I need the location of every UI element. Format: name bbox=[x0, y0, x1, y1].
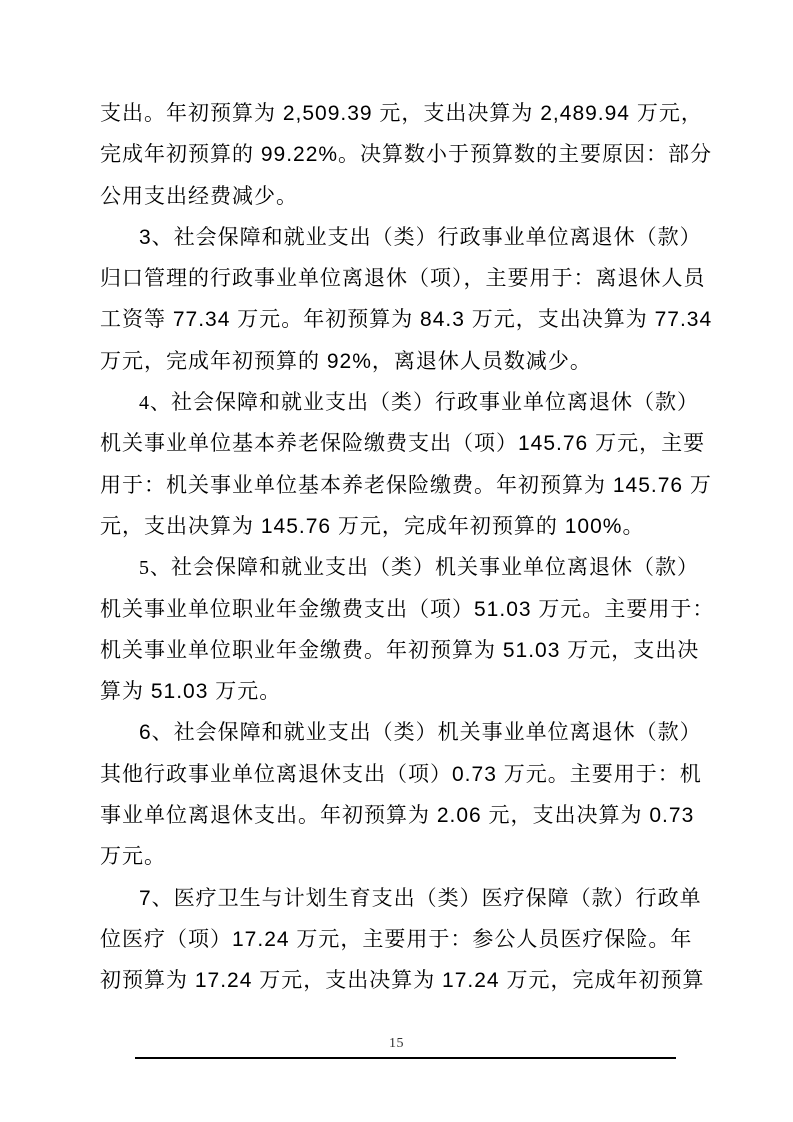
paragraph-line-text: 社会保障和就业支出（类）行政事业单位离退休（款） bbox=[171, 391, 699, 415]
paragraph-line: 位医疗（项）17.24 万元，主要用于：参公人员医疗保险。年 bbox=[100, 927, 693, 951]
paragraph bbox=[100, 382, 740, 547]
paragraph bbox=[100, 712, 740, 877]
paragraph-line: 工资等 77.34 万元。年初预算为 84.3 万元，支出决算为 77.34 bbox=[100, 308, 713, 332]
paragraph-line-text: 社会保障和就业支出（类）机关事业单位离退休（款） bbox=[173, 721, 702, 745]
list-number: 7、 bbox=[139, 886, 174, 910]
paragraph-line: 万元，完成年初预算的 92%，离退休人员数减少。 bbox=[100, 349, 592, 373]
paragraph-line bbox=[100, 878, 740, 919]
paragraph-line bbox=[100, 217, 740, 258]
list-number: 5、 bbox=[139, 557, 171, 580]
paragraph-line-text: 社会保障和就业支出（类）行政事业单位离退休（款） bbox=[173, 225, 702, 249]
document-body bbox=[100, 93, 740, 1002]
paragraph-line-text: 社会保障和就业支出（类）机关事业单位离退休（款） bbox=[171, 556, 699, 580]
paragraph-line: 公用支出经费减少。 bbox=[100, 184, 298, 208]
paragraph-line: 归口管理的行政事业单位离退休（项），主要用于：离退休人员 bbox=[100, 267, 706, 291]
paragraph-line-text: 医疗卫生与计划生育支出（类）医疗保障（款）行政单 bbox=[173, 886, 702, 910]
paragraph-line bbox=[100, 712, 740, 753]
paragraph-line: 万元。 bbox=[100, 845, 166, 869]
footer-rule bbox=[135, 1057, 676, 1059]
paragraph-line: 机关事业单位职业年金缴费支出（项）51.03 万元。主要用于： bbox=[100, 597, 715, 621]
paragraph bbox=[100, 93, 740, 217]
list-number: 4、 bbox=[139, 392, 171, 415]
paragraph-line: 初预算为 17.24 万元，支出决算为 17.24 万元，完成年初预算 bbox=[100, 969, 705, 993]
paragraph-line: 机关事业单位基本养老保险缴费支出（项）145.76 万元，主要 bbox=[100, 432, 706, 456]
page-number: 15 bbox=[389, 1036, 404, 1051]
paragraph bbox=[100, 217, 740, 382]
paragraph bbox=[100, 547, 740, 712]
paragraph-line: 支出。年初预算为 2,509.39 元，支出决算为 2,489.94 万元， bbox=[100, 102, 703, 125]
list-number: 3、 bbox=[139, 225, 174, 249]
paragraph-line: 元，支出决算为 145.76 万元，完成年初预算的 100%。 bbox=[100, 514, 645, 538]
paragraph bbox=[100, 878, 740, 1002]
paragraph-line: 完成年初预算的 99.22%。决算数小于预算数的主要原因：部分 bbox=[100, 143, 713, 167]
paragraph-line bbox=[100, 547, 740, 588]
paragraph-line: 用于：机关事业单位基本养老保险缴费。年初预算为 145.76 万 bbox=[100, 473, 712, 497]
paragraph-line: 其他行政事业单位离退休支出（项）0.73 万元。主要用于：机 bbox=[100, 762, 702, 786]
paragraph-line: 事业单位离退休支出。年初预算为 2.06 元，支出决算为 0.73 bbox=[100, 804, 695, 828]
paragraph-line bbox=[100, 382, 740, 423]
paragraph-line: 算为 51.03 万元。 bbox=[100, 680, 282, 704]
paragraph-line: 机关事业单位职业年金缴费。年初预算为 51.03 万元，支出决 bbox=[100, 638, 700, 662]
list-number: 6、 bbox=[139, 721, 174, 745]
